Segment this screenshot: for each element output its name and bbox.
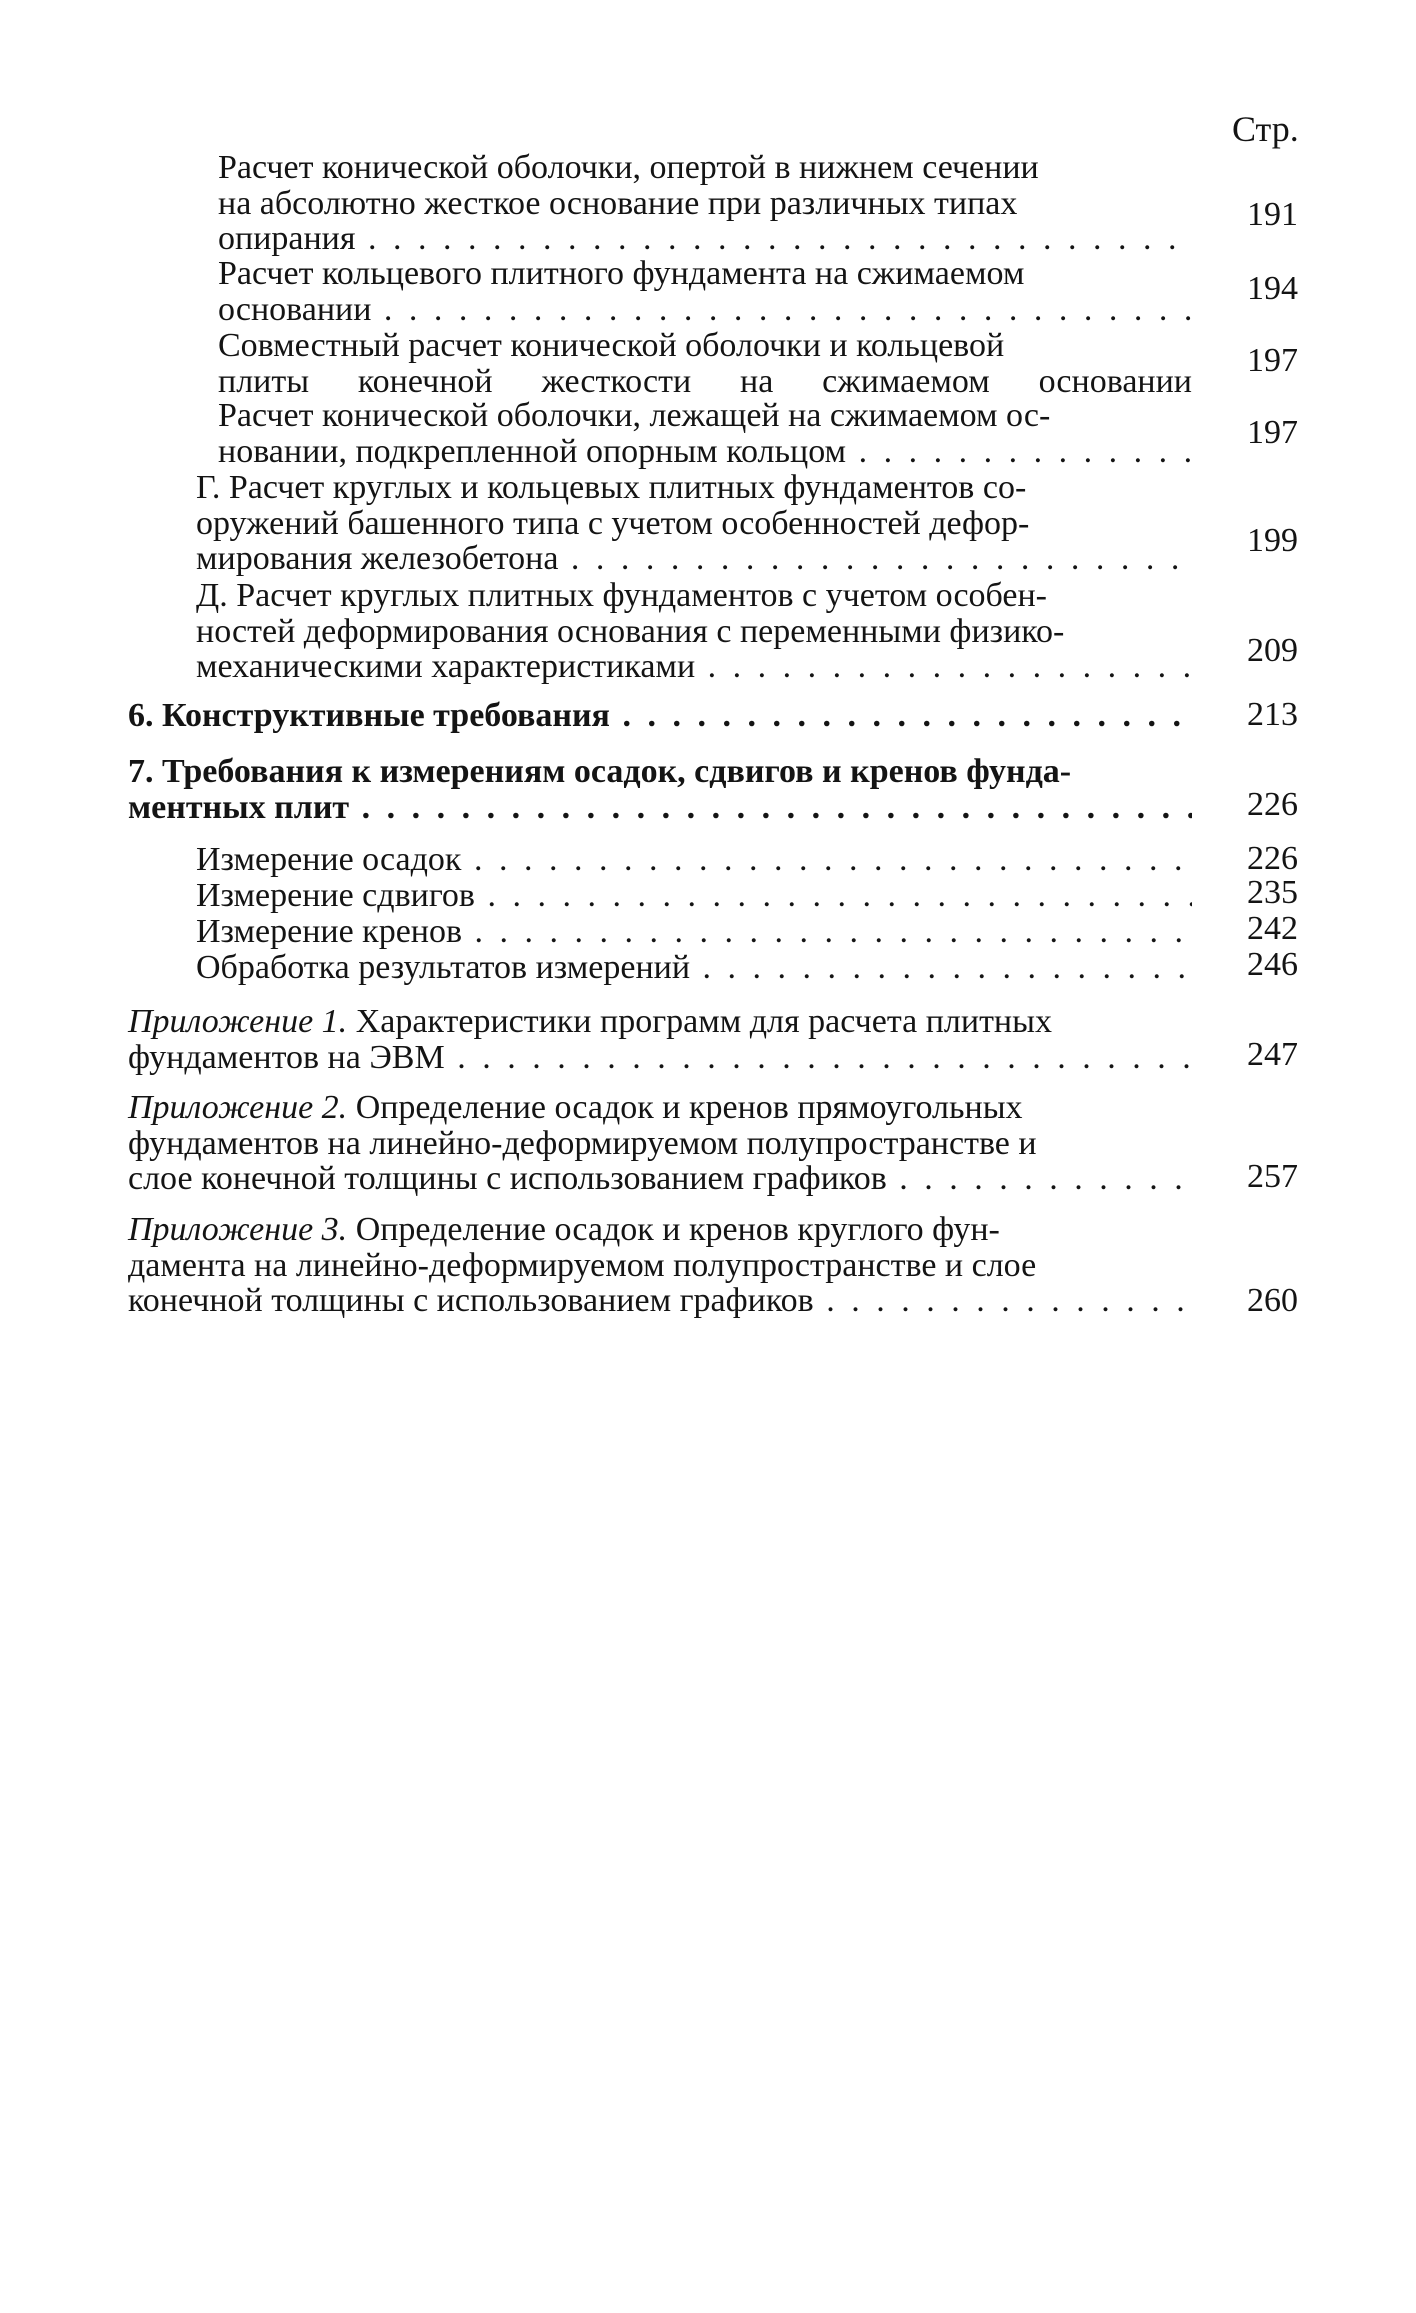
toc-appendix-entry <box>128 1090 1192 1197</box>
toc-appendix-entry <box>128 1004 1192 1075</box>
toc-entry <box>196 578 1192 685</box>
toc-page-number: 226 <box>1247 840 1298 877</box>
toc-page-number: 194 <box>1247 270 1298 307</box>
toc-line: опирания . . . <box>218 221 1192 257</box>
toc-line: мирования железобетона . . . <box>196 541 1192 577</box>
toc-page-number: 191 <box>1247 196 1298 233</box>
appendix-label: Приложение 2. <box>128 1089 348 1126</box>
toc-line: дамента на линейно-деформируемом полупространстве и слое <box>128 1246 1037 1284</box>
toc-entry <box>196 878 1192 914</box>
toc-entry <box>196 842 1192 878</box>
toc-entry <box>196 950 1192 986</box>
toc-page-number: 199 <box>1247 522 1298 559</box>
toc-line: Расчет конической оболочки, опертой в нижнем сечении <box>218 149 1039 186</box>
toc-line: ментных плит . . . <box>128 790 1192 826</box>
toc-line: Расчет конической оболочки, лежащей на сжимаемом ос- <box>218 397 1051 434</box>
appendix-label: Приложение 3. <box>128 1211 348 1248</box>
toc-line: Обработка результатов измерений . . . <box>196 950 1192 986</box>
toc-page-number: 197 <box>1247 414 1298 451</box>
toc-line: Характеристики программ для расчета плитных <box>347 1003 1052 1040</box>
toc-line: механическими характеристиками . . . <box>196 649 1192 685</box>
toc-line: слое конечной толщины с использованием графиков . . . <box>128 1161 1192 1197</box>
toc-page-number: 209 <box>1247 632 1298 669</box>
toc-line: Д. Расчет круглых плитных фундаментов с учетом особен- <box>196 577 1047 614</box>
toc-page-number: 257 <box>1247 1158 1298 1195</box>
page-column-label: Стр. <box>1232 109 1299 149</box>
toc-page-number: 247 <box>1247 1036 1298 1073</box>
toc-line: оружений башенного типа с учетом особенностей дефор- <box>196 504 1030 542</box>
toc-page-number: 246 <box>1247 946 1298 983</box>
toc-page-number: 260 <box>1247 1282 1298 1319</box>
toc-line: Совместный расчет конической оболочки и кольцевой <box>218 327 1005 364</box>
toc-line: фундаментов на линейно-деформируемом полупространстве и <box>128 1124 1037 1162</box>
toc-line: 7. Требования к измерениям осадок, сдвигов и кренов фунда- <box>128 753 1072 790</box>
toc-entry <box>218 398 1192 469</box>
toc-entry <box>218 256 1192 327</box>
toc-section-heading <box>128 754 1192 825</box>
toc-line: Измерение сдвигов . . . <box>196 878 1192 914</box>
toc-line: новании, подкрепленной опорным кольцом . . . <box>218 434 1192 470</box>
toc-line: фундаментов на ЭВМ . . . <box>128 1040 1192 1076</box>
toc-line: Измерение осадок . . . <box>196 842 1192 878</box>
toc-line: плиты конечной жесткости на сжимаемом основании <box>218 362 1192 400</box>
toc-entry <box>196 914 1192 950</box>
toc-page-number: 242 <box>1247 910 1298 947</box>
toc-line: Расчет кольцевого плитного фундамента на сжимаемом <box>218 255 1025 292</box>
toc-section-heading <box>128 698 1192 734</box>
toc-page-number: 213 <box>1247 696 1298 733</box>
toc-line: ностей деформирования основания с переменными физико- <box>196 612 1065 650</box>
toc-line: Измерение кренов . . . <box>196 914 1192 950</box>
toc-line: конечной толщины с использованием графиков . . . <box>128 1283 1192 1319</box>
toc-entry <box>218 328 1192 399</box>
appendix-label: Приложение 1. <box>128 1003 348 1040</box>
toc-appendix-entry <box>128 1212 1192 1319</box>
toc-line: 6. Конструктивные требования . . . <box>128 698 1192 734</box>
toc-line: Определение осадок и кренов прямоугольных <box>347 1089 1023 1126</box>
toc-line: Г. Расчет круглых и кольцевых плитных фундаментов со- <box>196 469 1027 506</box>
toc-line: основании . . . <box>218 292 1192 328</box>
toc-page-number: 197 <box>1247 342 1298 379</box>
toc-entry <box>218 150 1192 257</box>
toc-line: на абсолютно жесткое основание при различных типах <box>218 184 1018 222</box>
toc-page-number: 235 <box>1247 874 1298 911</box>
toc-page-number: 226 <box>1247 786 1298 823</box>
toc-entry <box>196 470 1192 577</box>
toc-line: Определение осадок и кренов круглого фун- <box>347 1211 1000 1248</box>
